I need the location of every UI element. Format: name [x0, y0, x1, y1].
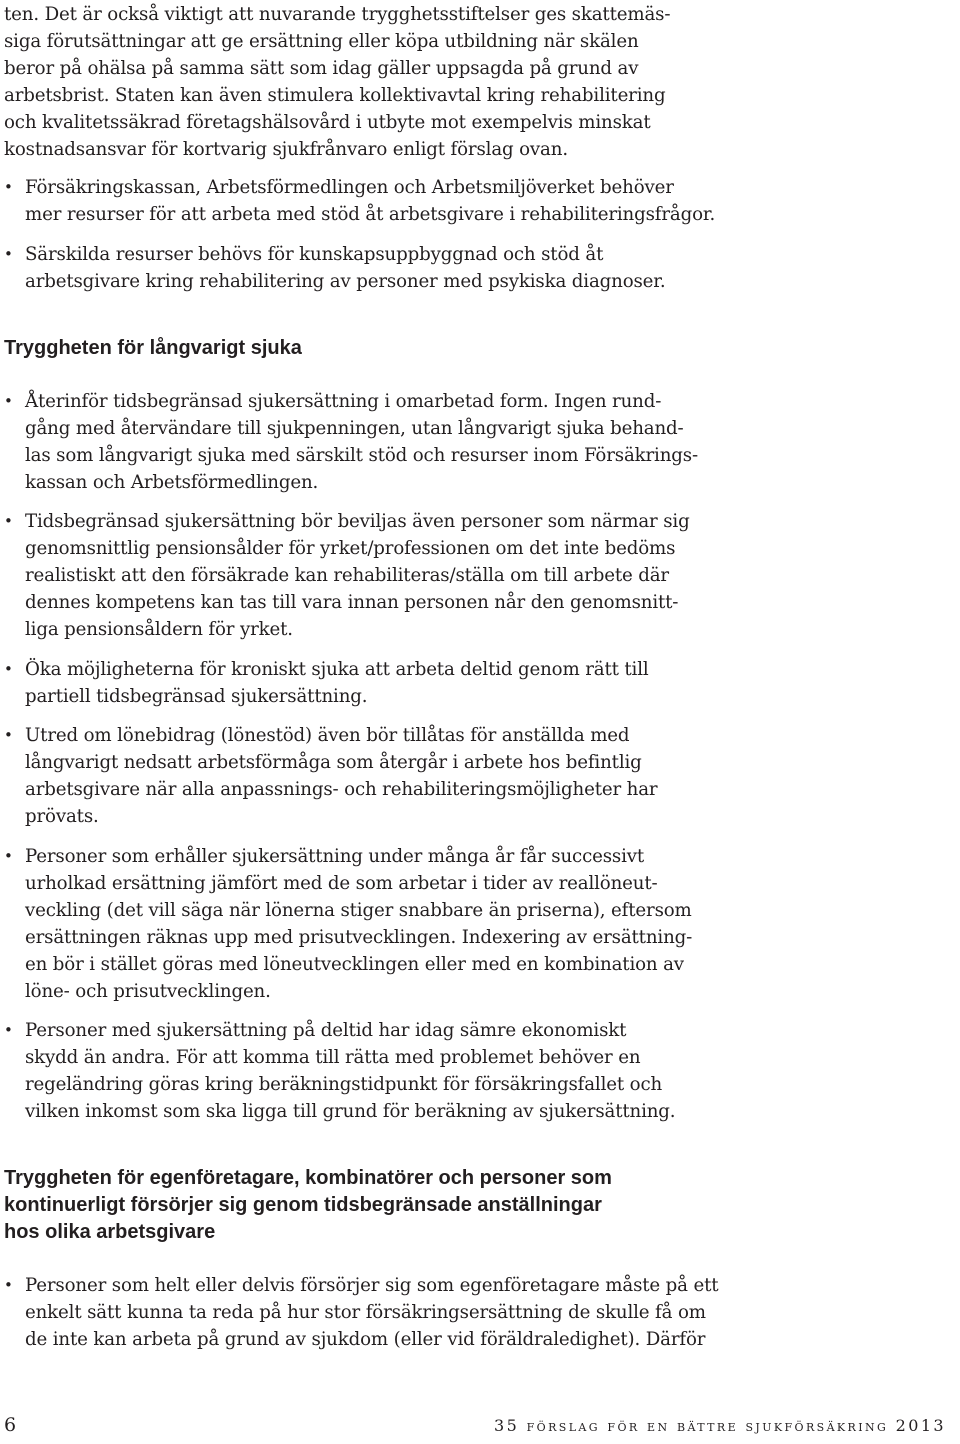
running-footer-title: 35 förslag för en bättre sjukförsäkring 2013 — [493, 1416, 946, 1435]
section-heading-line: hos olika arbetsgivare — [4, 1221, 216, 1243]
list-item-line: liga pensionsåldern för yrket. — [25, 619, 293, 640]
list-item-line: vilken inkomst som ska ligga till grund för beräkning av sjukersättning. — [25, 1101, 676, 1122]
intro-line: ten. Det är också viktigt att nuvarande trygghetsstiftelser ges skattemäs- — [4, 4, 671, 25]
bullet-glyph: • — [4, 512, 13, 530]
bullet-glyph: • — [4, 1021, 13, 1039]
intro-line: siga förutsättningar att ge ersättning eller köpa utbildning när skälen — [4, 31, 639, 52]
list-item-line: arbetsgivare när alla anpassnings- och rehabiliteringsmöjligheter har — [25, 779, 658, 800]
list-item-line: las som långvarigt sjuka med särskilt stöd och resurser inom Försäkrings- — [25, 445, 698, 466]
list-item-line: de inte kan arbeta på grund av sjukdom (eller vid föräldraledighet). Därför — [25, 1329, 706, 1350]
bullet-glyph: • — [4, 245, 13, 263]
page-number: 6 — [4, 1414, 17, 1436]
list-item-line: ersättningen räknas upp med prisutvecklingen. Indexering av ersättning- — [25, 927, 693, 948]
list-item-line: arbetsgivare kring rehabilitering av personer med psykiska diagnoser. — [25, 271, 666, 292]
list-item-line: kassan och Arbetsförmedlingen. — [25, 472, 319, 493]
intro-line: arbetsbrist. Staten kan även stimulera kollektivavtal kring rehabilitering — [4, 85, 666, 106]
list-item-line: Särskilda resurser behövs för kunskapsuppbyggnad och stöd åt — [25, 244, 604, 265]
intro-line: beror på ohälsa på samma sätt som idag gäller uppsagda på grund av — [4, 58, 639, 79]
list-item-line: en bör i stället göras med löneutvecklingen eller med en kombination av — [25, 954, 684, 975]
list-item-line: Tidsbegränsad sjukersättning bör beviljas även personer som närmar sig — [25, 511, 690, 532]
bullet-glyph: • — [4, 847, 13, 865]
list-item-line: mer resurser för att arbeta med stöd åt arbetsgivare i rehabiliteringsfrågor. — [25, 204, 716, 225]
intro-line: kostnadsansvar för kortvarig sjukfrånvaro enligt förslag ovan. — [4, 139, 568, 160]
list-item-line: löne- och prisutvecklingen. — [25, 981, 271, 1002]
list-item-line: veckling (det vill säga när lönerna stiger snabbare än priserna), eftersom — [25, 900, 692, 921]
list-item-line: prövats. — [25, 806, 99, 827]
list-item-line: realistiskt att den försäkrade kan rehabiliteras/ställa om till arbete där — [25, 565, 669, 586]
bullet-glyph: • — [4, 726, 13, 744]
section-heading-line: kontinuerligt försörjer sig genom tidsbegränsade anställningar — [4, 1194, 602, 1216]
list-item-line: genomsnittlig pensionsålder för yrket/professionen om det inte bedöms — [25, 538, 676, 559]
list-item-line: långvarigt nedsatt arbetsförmåga som återgår i arbete hos befintlig — [25, 752, 642, 773]
list-item-line: Öka möjligheterna för kroniskt sjuka att arbeta deltid genom rätt till — [25, 659, 649, 680]
list-item-line: Personer som erhåller sjukersättning under många år får successivt — [25, 846, 645, 867]
list-item-line: enkelt sätt kunna ta reda på hur stor försäkringsersättning de skulle få om — [25, 1302, 706, 1323]
intro-line: och kvalitetssäkrad företagshälsovård i utbyte mot exempelvis minskat — [4, 112, 651, 133]
list-item-line: regeländring göras kring beräkningstidpunkt för försäkringsfallet och — [25, 1074, 663, 1095]
list-item-line: Återinför tidsbegränsad sjukersättning i omarbetad form. Ingen rund- — [25, 391, 662, 412]
bullet-glyph: • — [4, 178, 13, 196]
list-item-line: gång med återvändare till sjukpenningen, utan långvarigt sjuka behand- — [25, 418, 684, 439]
list-item-line: urholkad ersättning jämfört med de som arbetar i tider av reallöneut- — [25, 873, 658, 894]
list-item-line: Försäkringskassan, Arbetsförmedlingen och Arbetsmiljöverket behöver — [25, 177, 674, 198]
list-item-line: dennes kompetens kan tas till vara innan personen når den genomsnitt- — [25, 592, 679, 613]
list-item-line: skydd än andra. För att komma till rätta med problemet behöver en — [25, 1047, 641, 1068]
bullet-glyph: • — [4, 660, 13, 678]
section-heading: Tryggheten för långvarigt sjuka — [4, 337, 302, 359]
section-heading-line: Tryggheten för egenföretagare, kombinatörer och personer som — [4, 1167, 612, 1189]
bullet-glyph: • — [4, 1276, 13, 1294]
list-item-line: partiell tidsbegränsad sjukersättning. — [25, 686, 368, 707]
list-item-line: Personer som helt eller delvis försörjer sig som egenföretagare måste på ett — [25, 1275, 719, 1296]
list-item-line: Utred om lönebidrag (lönestöd) även bör tillåtas för anställda med — [25, 725, 630, 746]
list-item-line: Personer med sjukersättning på deltid har idag sämre ekonomiskt — [25, 1020, 627, 1041]
bullet-glyph: • — [4, 392, 13, 410]
